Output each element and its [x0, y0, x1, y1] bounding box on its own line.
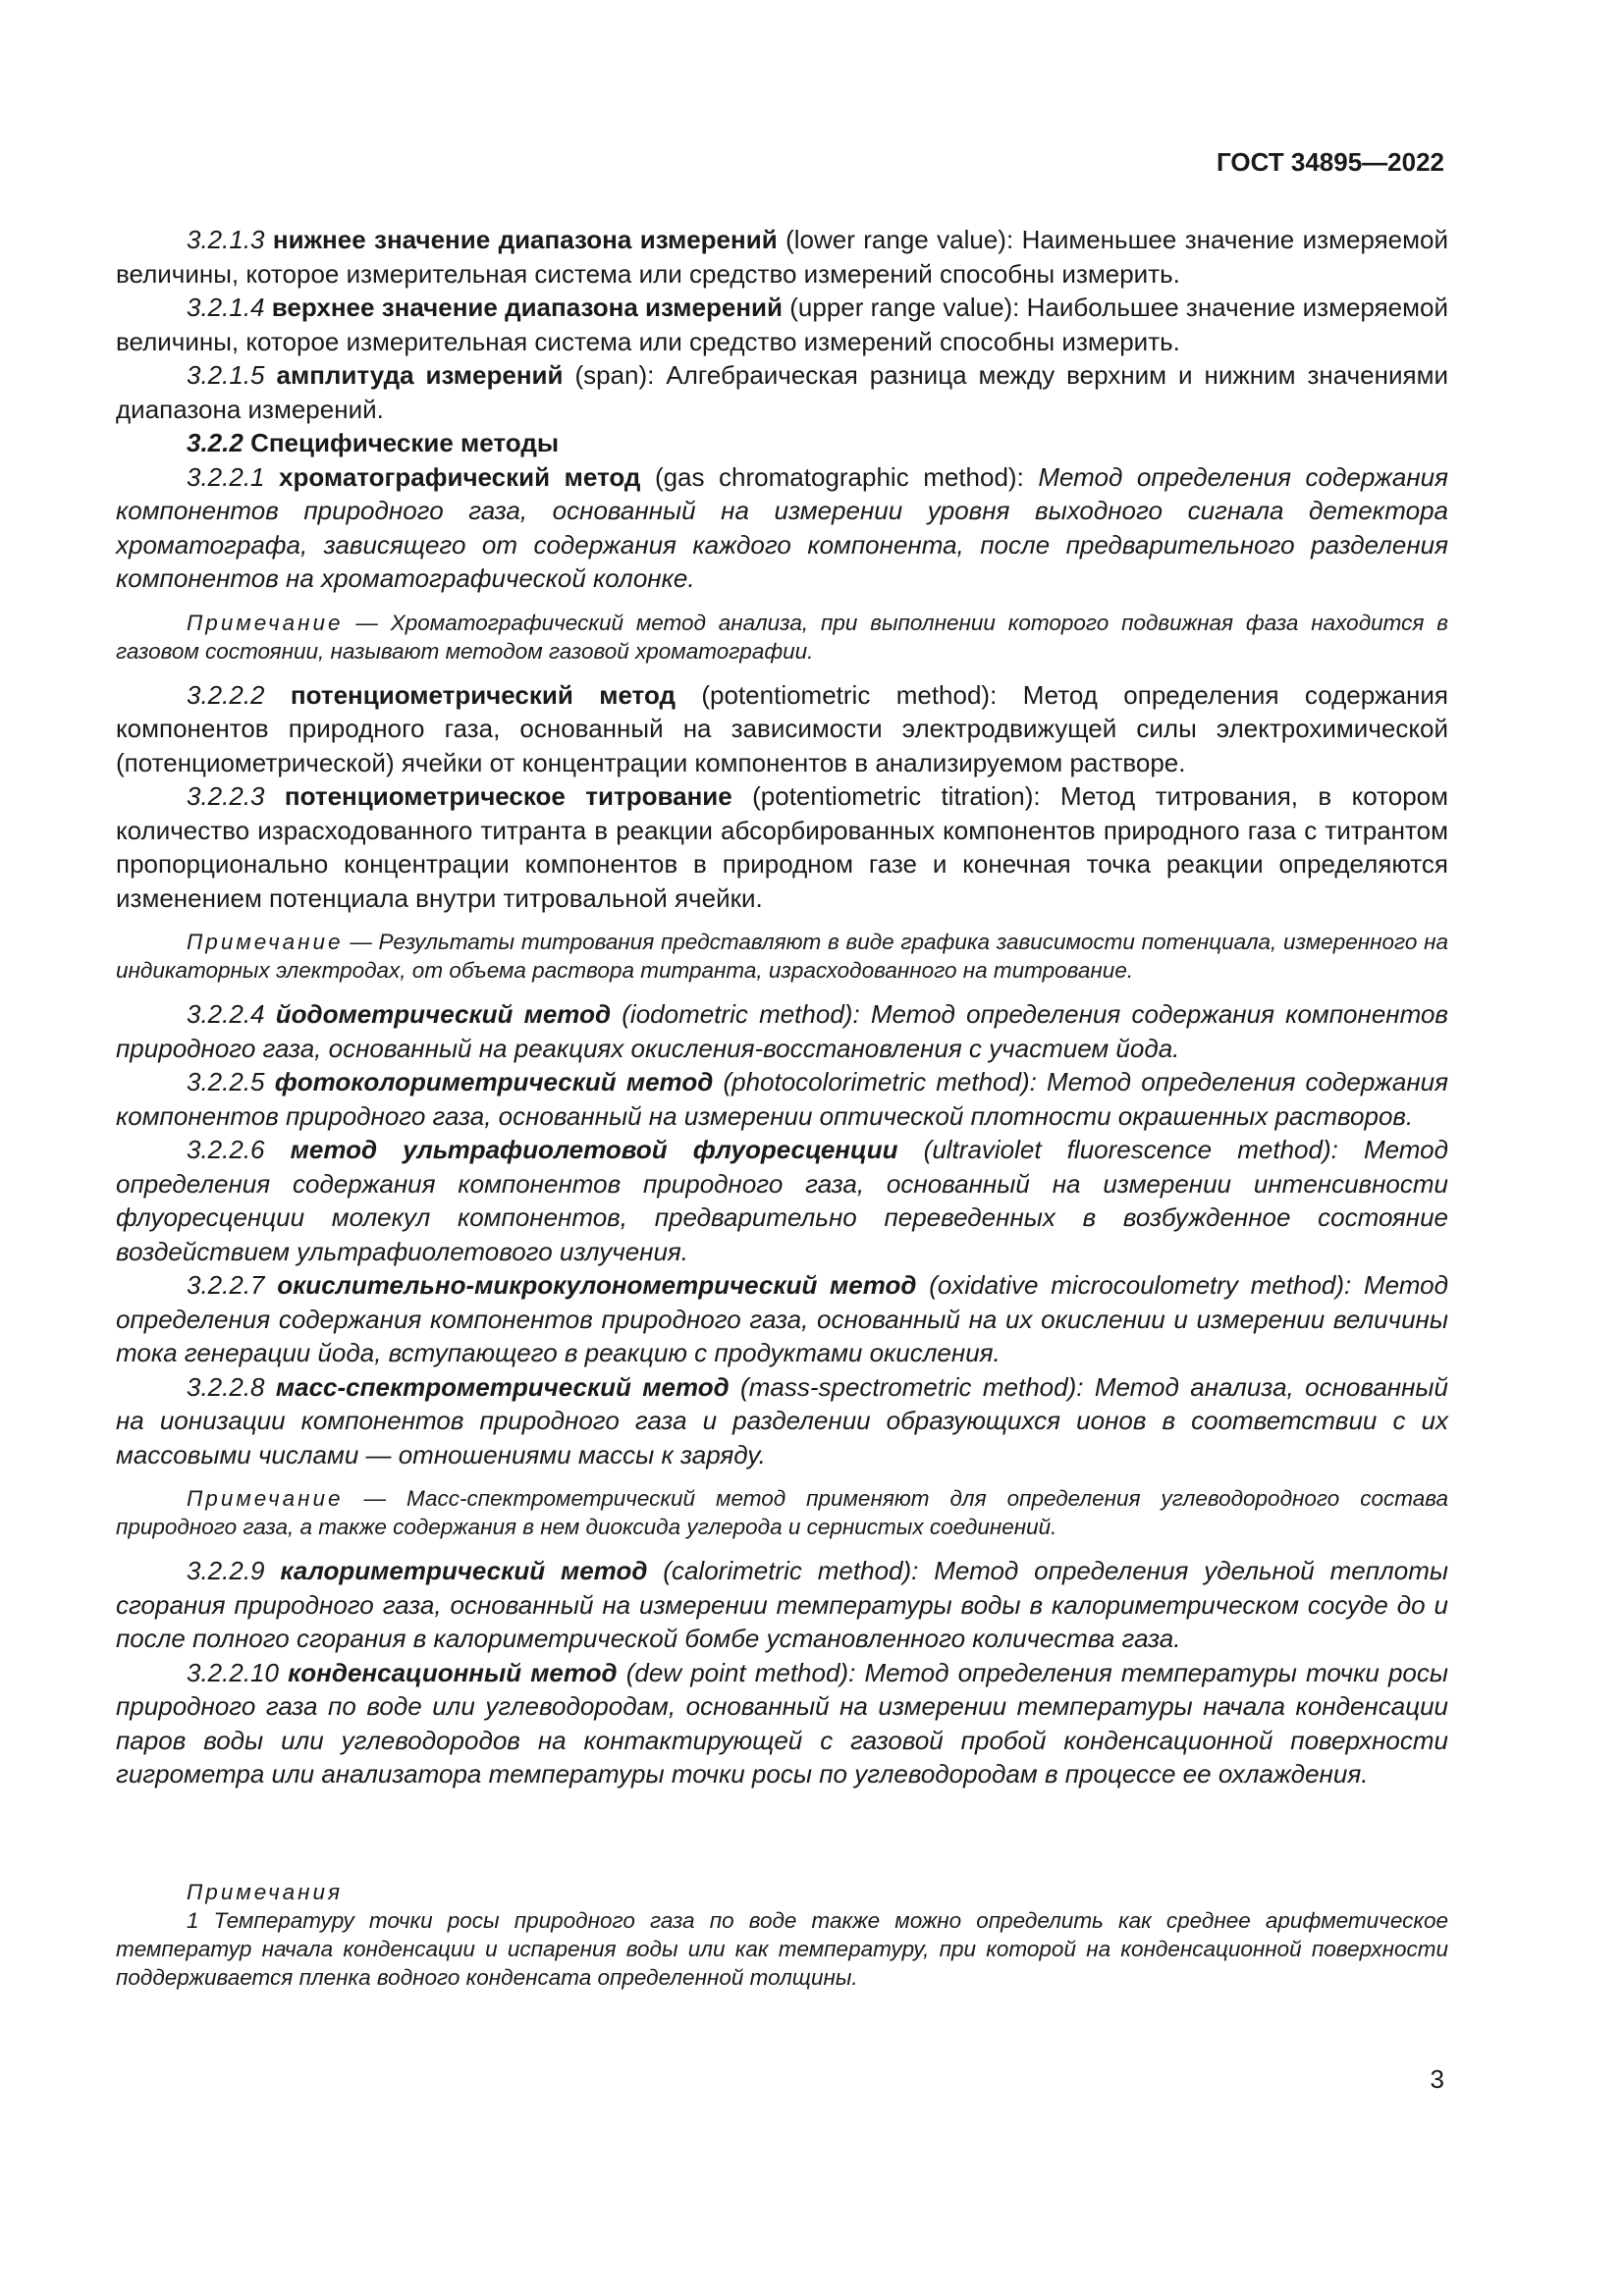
clause-number: 3.2.2.6 — [187, 1135, 265, 1164]
clause-number: 3.2.1.3 — [187, 225, 265, 254]
definition-text: Наибольшее значение измеряемой величины, которое измерительная система или средство измерений способны измерить. — [116, 293, 1448, 356]
term: метод ультрафиолетовой флуоресценции — [290, 1135, 898, 1164]
definition-3-2-1-4 — [116, 291, 1448, 358]
term-english: (ultraviolet fluorescence method): — [897, 1135, 1364, 1164]
term-english: (mass-spectrometric method): — [729, 1371, 1095, 1402]
definition-3-2-2-6 — [116, 1133, 1448, 1268]
clause-number: 3.2.2.2 — [187, 679, 265, 710]
note-text: — Результаты титрования представляют в виде графика зависимости потенциала, измеренного на индикаторных электродах, от объема раствора титранта, израсходованного на титрование. — [116, 930, 1448, 983]
term-english: (lower range value): — [777, 225, 1022, 254]
definition-text: Метод определения содержания компонентов природного газа, основанный на их окислении и измерении величины тока генерации йода, вступающего в реакцию с продуктами окисления. — [116, 1270, 1448, 1367]
term-english: (photocolorimetric method): — [713, 1067, 1048, 1096]
term-english: (span): — [563, 360, 667, 390]
term-english: (iodometric method): — [611, 999, 871, 1029]
definition-text: Метод определения содержания компонентов природного газа, основанный на измерении интенсивности флуоресценции молекул компонентов, предварительно переведенных в возбужденное состояние воздействием ультрафиолетового излучения. — [116, 1135, 1448, 1266]
term-english: (upper range value): — [783, 293, 1027, 322]
note-text: — Масс-спектрометрический метод применяют для определения углеводородного состава природного газа, а также содержания в нем диоксида углерода и сернистых соединений. — [116, 1486, 1448, 1539]
definition-3-2-1-3 — [116, 223, 1448, 291]
section-number: 3.2.2 — [187, 428, 244, 457]
definition-text: Метод определения удельной теплоты сгорания природного газа, основанный на измерении температуры воды в калориметрическом сосуде до и после полного сгорания в калориметрической бомбе установленного количества газа. — [116, 1556, 1448, 1653]
clause-number: 3.2.2.1 — [187, 461, 265, 492]
note-label: Примечание — [187, 610, 344, 635]
section-title: Специфические методы — [250, 428, 560, 457]
clause-number: 3.2.2.8 — [187, 1371, 265, 1402]
definition-text: Метод определения содержания компонентов природного газа, основанный на зависимости электродвижущей силы электрохимической (потенциометрической) ячейки от концентрации компонентов в анализируемом растворе. — [116, 679, 1448, 777]
note-label: Примечание — [187, 930, 344, 954]
term: потенциометрический метод — [290, 679, 676, 710]
note-mass-spectrometry — [116, 1484, 1448, 1541]
definition-text: Метод определения содержания компонентов природного газа, основанный на измерении уровня выходного сигнала детектора хроматографа, зависящего от содержания каждого компонента, после предварительного разделения компонентов на хроматографической колонке. — [116, 461, 1449, 593]
note-text: — Хроматографический метод анализа, при выполнении которого подвижная фаза находится в газовом состоянии, называют методом газовой хроматографии. — [116, 610, 1448, 664]
clause-number: 3.2.2.7 — [187, 1270, 265, 1300]
term: потенциометрическое титрование — [284, 781, 732, 811]
term-english: (oxidative microcoulometry method): — [916, 1270, 1364, 1300]
term: окислительно-микрокулонометрический метод — [277, 1270, 917, 1300]
term-english: (potentiometric method): — [676, 679, 1023, 710]
note-item-1: 1 Температуру точки росы природного газа по воде также можно определить как среднее арифметическое температур начала конденсации и испарения воды или как температуру, при которой на конденсационной поверхности поддерживается пленка водного конденсата определенной толщины. — [116, 1907, 1448, 1990]
term: амплитуда измерений — [276, 360, 564, 390]
term: нижнее значение диапазона измерений — [272, 225, 778, 254]
definition-3-2-2-10 — [116, 1656, 1448, 1791]
note-titration — [116, 928, 1448, 985]
definition-3-2-2-1 — [116, 460, 1448, 596]
definition-text: Метод определения содержания компонентов природного газа, основанный на измерении оптической плотности окрашенных растворов. — [116, 1067, 1449, 1131]
definition-3-2-2-3 — [116, 779, 1448, 915]
term: калориметрический метод — [280, 1556, 648, 1585]
clause-number: 3.2.2.10 — [187, 1657, 279, 1687]
definition-3-2-2-9 — [116, 1554, 1448, 1656]
term: конденсационный метод — [288, 1657, 618, 1687]
clause-number: 3.2.2.5 — [187, 1067, 265, 1096]
term: верхнее значение диапазона измерений — [271, 293, 784, 322]
definition-3-2-2-2 — [116, 678, 1448, 780]
page-number: 3 — [1430, 2064, 1444, 2094]
definition-3-2-1-5 — [116, 358, 1448, 426]
definition-3-2-2-7 — [116, 1268, 1448, 1370]
definition-3-2-2-5 — [116, 1065, 1448, 1133]
clause-number: 3.2.2.9 — [187, 1556, 265, 1585]
term-english: (calorimetric method): — [647, 1556, 935, 1585]
definition-text: Метод анализа, основанный на ионизации компонентов природного газа и разделении образующихся ионов в соответствии с их массовыми числами — отношениями массы к заряду. — [116, 1371, 1448, 1469]
definition-text: Метод определения температуры точки росы природного газа по воде или углеводородам, основанный на измерении температуры начала конденсации паров воды или углеводородов на контактирующей с газовой пробой конденсационной поверхности гигрометра или анализатора температуры точки росы по углеводородам в процессе ее охлаждения. — [116, 1657, 1448, 1789]
definition-text: Метод титрования, в котором количество израсходованного титранта в реакции абсорбированных компонентов природного газа с титрантом пропорционально концентрации компонентов в природном газе и конечная точка реакции определяются изменением потенциала внутри титровальной ячейки. — [116, 781, 1449, 913]
clause-number: 3.2.2.4 — [187, 999, 265, 1029]
note-label: Примечание — [187, 1486, 344, 1511]
definition-3-2-2-4 — [116, 997, 1448, 1065]
term: масс-спектрометрический метод — [275, 1371, 730, 1402]
definition-text: Наименьшее значение измеряемой величины, которое измерительная система или средство измерений способны измерить. — [116, 225, 1448, 289]
definition-text: Алгебраическая разница между верхним и нижним значениями диапазона измерений. — [116, 360, 1448, 424]
clause-number: 3.2.1.4 — [187, 293, 265, 322]
term-english: (dew point method): — [617, 1657, 865, 1687]
document-body — [116, 223, 1448, 1992]
term-english: (potentiometric titration): — [731, 781, 1060, 811]
section-heading-3-2-2 — [116, 426, 1448, 460]
term: хроматографический метод — [279, 461, 641, 492]
definition-3-2-2-8 — [116, 1370, 1448, 1472]
document-header: ГОСТ 34895—2022 — [1217, 147, 1444, 177]
term: фотоколориметрический метод — [274, 1067, 714, 1096]
notes-heading: Примечания — [187, 1879, 344, 1904]
term: йодометрический метод — [275, 999, 612, 1029]
term-english: (gas chromatographic method): — [640, 461, 1039, 492]
clause-number: 3.2.2.3 — [187, 781, 265, 811]
definition-text: Метод определения содержания компонентов природного газа, основанный на реакциях окисления-восстановления с участием йода. — [116, 999, 1448, 1063]
note-chromatography — [116, 609, 1448, 666]
clause-number: 3.2.1.5 — [187, 360, 265, 390]
